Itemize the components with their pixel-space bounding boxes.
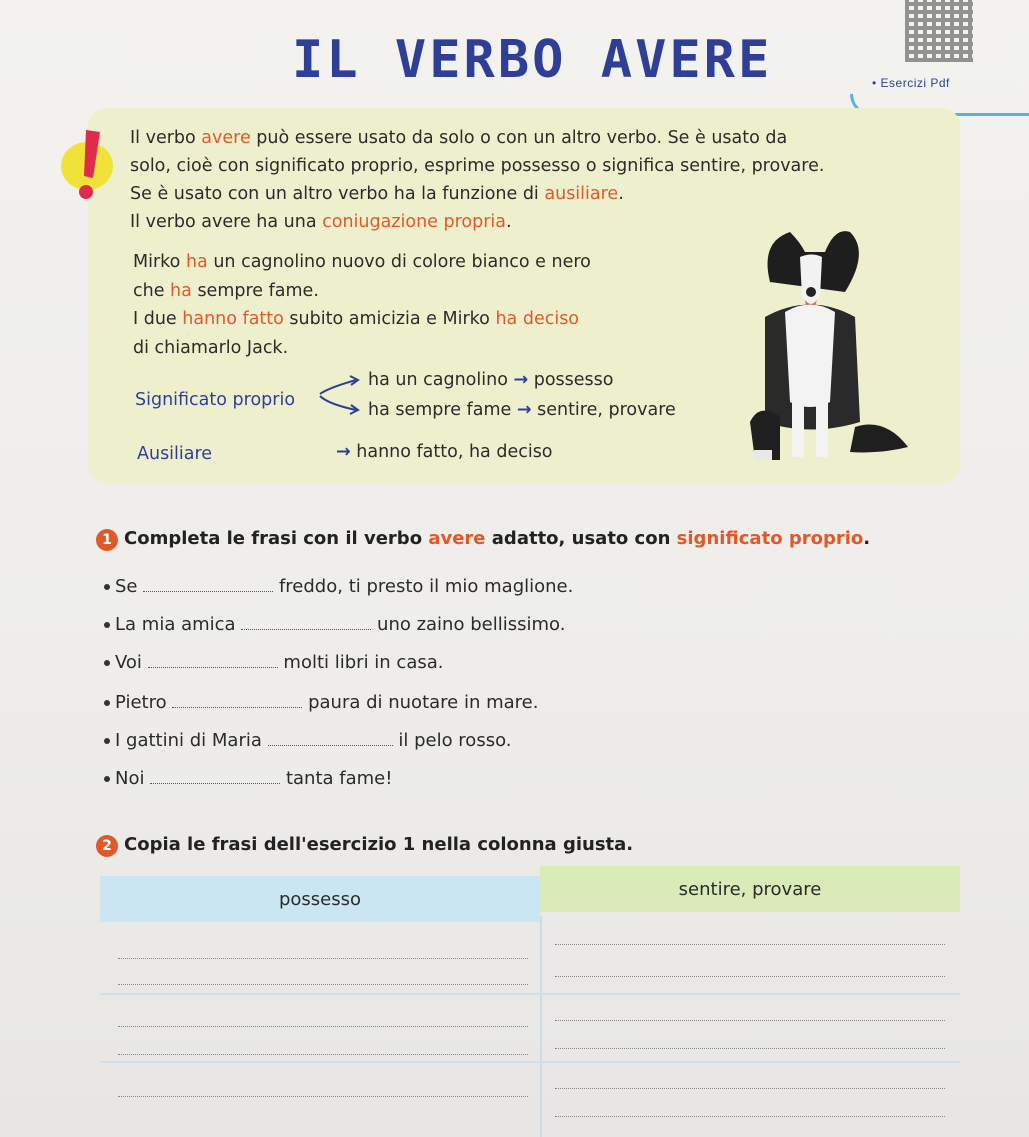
- row-divider: [100, 1061, 960, 1063]
- list-item: [104, 576, 573, 597]
- answer-line[interactable]: [118, 1096, 528, 1097]
- answer-blank[interactable]: [148, 652, 278, 668]
- intro-text: Il verbo: [130, 128, 202, 148]
- answer-line[interactable]: [555, 976, 945, 977]
- answer-table: [100, 866, 960, 1137]
- example-text-part: un cagnolino nuovo di colore bianco e nero: [207, 252, 591, 272]
- sentence-end: freddo, ti presto il mio maglione.: [278, 576, 574, 597]
- exercise-2-instruction: [96, 834, 633, 857]
- list-item: [104, 730, 512, 751]
- instruction-highlight: avere: [428, 528, 486, 549]
- sentence-start: Noi: [115, 768, 145, 789]
- bullet-icon: [104, 738, 110, 744]
- exercise-number-badge: 1: [96, 529, 118, 551]
- example-text-part: I due: [133, 309, 183, 329]
- example-text-part: sempre fame.: [191, 280, 319, 301]
- table-row: [368, 370, 614, 390]
- row-divider: [100, 993, 960, 995]
- example-phrase: ha sempre fame: [368, 400, 512, 420]
- example-text-part: di chiamarlo Jack.: [133, 337, 289, 358]
- answer-blank[interactable]: [143, 576, 273, 592]
- bullet-icon: [104, 584, 110, 590]
- answer-line[interactable]: [555, 944, 945, 945]
- answer-line[interactable]: [555, 1088, 945, 1089]
- sentence-start: La mia amica: [115, 614, 236, 635]
- example-verb: hanno fatto: [182, 309, 284, 329]
- conjugation-highlight: coniugazione propria: [322, 212, 507, 232]
- answer-line[interactable]: [118, 958, 528, 959]
- intro-highlight-avere: avere: [201, 128, 251, 148]
- answer-blank[interactable]: [150, 768, 280, 784]
- sentence-start: Se: [115, 576, 138, 597]
- sentence-end: uno zaino bellissimo.: [377, 614, 566, 635]
- bullet-icon: [104, 622, 110, 628]
- label-ausiliare: Ausiliare: [137, 444, 213, 464]
- exclamation-icon: [60, 124, 118, 202]
- example-phrase: hanno fatto, ha deciso: [356, 442, 553, 462]
- example-text-part: subito amicizia e Mirko: [283, 309, 496, 329]
- branch-arrow-icon: [318, 372, 364, 416]
- column-header-sentire-provare: sentire, provare: [540, 866, 960, 912]
- sentence-start: I gattini di Maria: [115, 730, 262, 751]
- instruction-text: Completa le frasi con il verbo: [124, 528, 429, 549]
- intro-highlight-ausiliare: ausiliare: [544, 184, 619, 204]
- intro-paragraph: [130, 124, 830, 236]
- arrow-right-icon: →: [336, 442, 351, 462]
- answer-line[interactable]: [118, 984, 528, 985]
- exercise-1-instruction: [96, 528, 870, 551]
- meaning-text: possesso: [533, 370, 614, 390]
- answer-blank[interactable]: [241, 614, 371, 630]
- bullet-icon: [104, 660, 110, 666]
- arrow-right-icon: →: [513, 370, 529, 390]
- instruction-text: Copia le frasi dell'esercizio 1 nella colonna giusta.: [124, 834, 634, 855]
- sentence-end: molti libri in casa.: [283, 652, 444, 673]
- example-text: [133, 248, 653, 362]
- table-row: [368, 400, 676, 420]
- column-divider: [540, 916, 542, 1137]
- answer-line[interactable]: [118, 1054, 528, 1055]
- list-item: [104, 614, 565, 635]
- dog-illustration: [750, 222, 910, 467]
- table-row: [336, 442, 553, 462]
- answer-blank[interactable]: [268, 730, 393, 746]
- sentence-end: tanta fame!: [285, 768, 393, 789]
- answer-line[interactable]: [555, 1048, 945, 1049]
- answer-blank[interactable]: [172, 692, 302, 708]
- intro-text: .: [618, 184, 624, 204]
- pdf-exercises-link[interactable]: • Esercizi Pdf: [872, 76, 950, 90]
- example-verb: ha deciso: [495, 309, 580, 329]
- intro-text: può essere usato da solo o con un altro verbo. Se è usato da solo, cioè con significato proprio, esprime possesso o significa sentire, provare. Se è usato con un altro verbo ha la funzione di: [130, 128, 825, 204]
- qr-code-icon[interactable]: [905, 0, 973, 62]
- example-line: [133, 305, 653, 334]
- example-line: [133, 277, 653, 306]
- column-header-possesso: possesso: [100, 876, 540, 922]
- conjugation-text: Il verbo avere ha una: [130, 212, 323, 232]
- page-title: IL VERBO AVERE: [292, 30, 773, 90]
- answer-line[interactable]: [555, 1116, 945, 1117]
- conjugation-text: .: [506, 212, 512, 232]
- sentence-start: Pietro: [115, 692, 167, 713]
- bullet-icon: [104, 776, 110, 782]
- instruction-text: .: [863, 528, 871, 549]
- bullet-icon: [104, 700, 110, 706]
- sentence-start: Voi: [115, 652, 142, 673]
- answer-line[interactable]: [555, 1020, 945, 1021]
- example-text-part: Mirko: [133, 252, 186, 272]
- instruction-highlight: significato proprio: [676, 528, 864, 549]
- instruction-text: adatto, usato con: [485, 528, 677, 549]
- label-significato-proprio: Significato proprio: [135, 390, 296, 410]
- list-item: [104, 768, 392, 789]
- example-line: [133, 334, 653, 363]
- example-phrase: ha un cagnolino: [368, 370, 508, 390]
- sentence-end: paura di nuotare in mare.: [308, 692, 539, 713]
- example-verb: ha: [185, 252, 208, 272]
- example-text-part: che: [133, 280, 171, 301]
- example-line: [133, 248, 653, 277]
- answer-line[interactable]: [118, 1026, 528, 1027]
- answer-grid: [100, 916, 960, 1137]
- meaning-text: sentire, provare: [537, 400, 676, 420]
- list-item: [104, 692, 538, 713]
- sentence-end: il pelo rosso.: [398, 730, 512, 751]
- arrow-right-icon: →: [516, 400, 532, 420]
- list-item: [104, 652, 443, 673]
- exercise-number-badge: 2: [96, 835, 118, 857]
- example-verb: ha: [170, 280, 192, 301]
